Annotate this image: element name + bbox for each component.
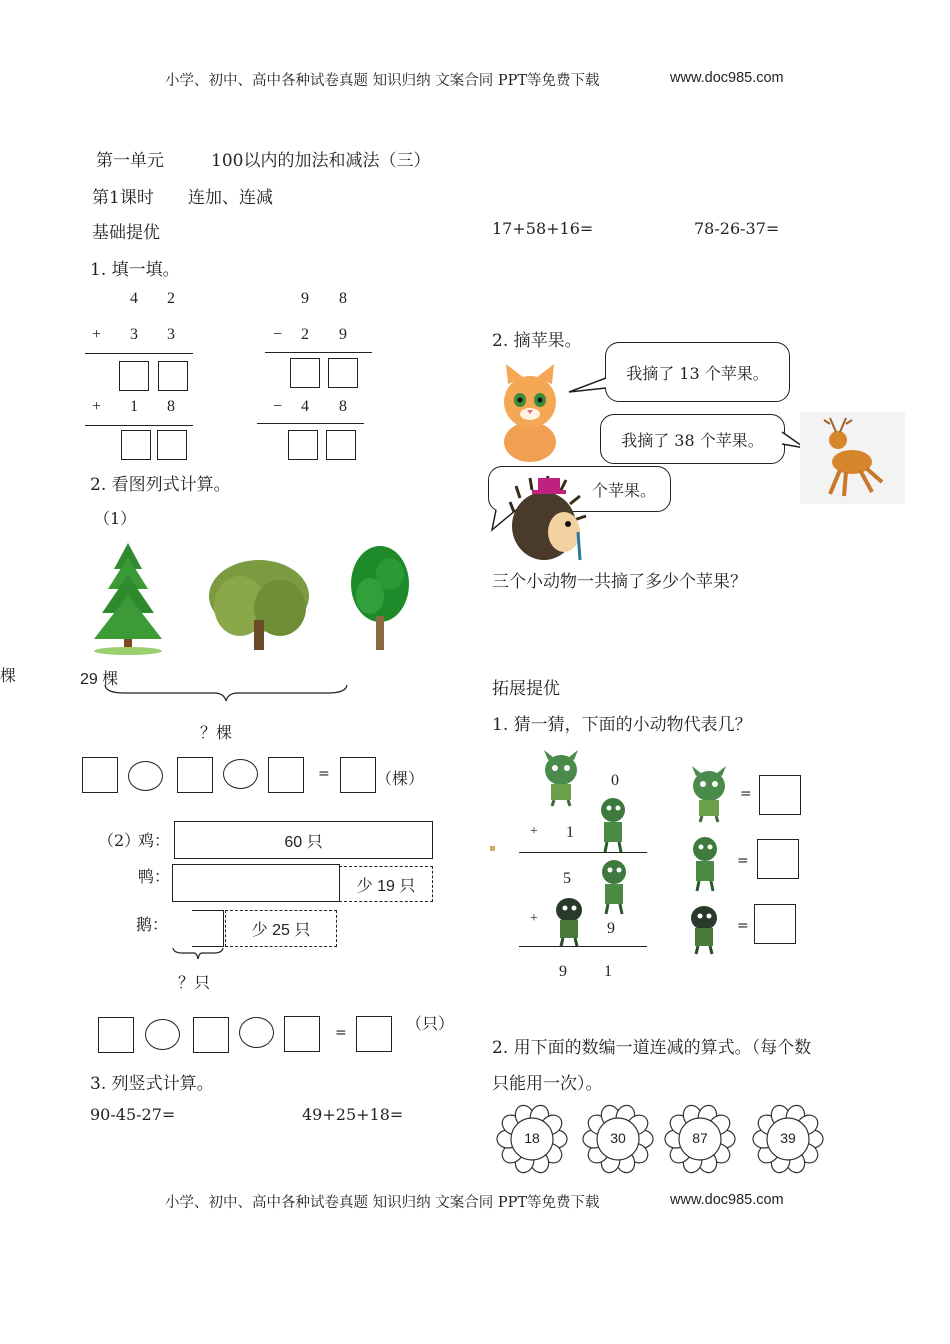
calc-b-op2: −: [273, 398, 283, 415]
eq2-unit: （只）: [406, 1014, 455, 1033]
apple-q-label: 2. 摘苹果。: [492, 331, 582, 351]
eq1-unit: （棵）: [376, 769, 425, 788]
eq1-result-box[interactable]: [340, 757, 376, 793]
goose-less-value: 少 25 只: [251, 922, 311, 939]
duck-less-bar: [339, 866, 433, 902]
calc-a-answer-box[interactable]: [119, 361, 149, 391]
monster-a-icon: [540, 750, 582, 806]
q1-label: 1. 填一填。: [90, 260, 180, 280]
puzzle-digit-1: 1: [566, 824, 574, 841]
q3-label: 3. 列竖式计算。: [90, 1074, 214, 1094]
number-flower: [750, 1104, 826, 1174]
q3-expr3: 17+58+16=: [492, 219, 594, 238]
unit-topic: 100以内的加法和减法（三）: [211, 151, 431, 171]
lesson-title: 第1课时: [92, 188, 154, 208]
puzzle-digit-5: 5: [563, 870, 571, 887]
calc-a-third-ones: 8: [167, 398, 175, 415]
monster-c-icon: [551, 896, 587, 946]
eq1-operator-circle[interactable]: [128, 761, 163, 791]
eq1-number-box[interactable]: [82, 757, 118, 793]
calc-a-line2: [85, 425, 193, 426]
guess-q-label: 1. 猜一猜，下面的小动物代表几？: [492, 715, 752, 735]
answer-a-box[interactable]: [759, 775, 801, 815]
chicken-bar: [174, 821, 433, 859]
chicken-value: 60 只: [284, 833, 323, 851]
calc-a-line1: [85, 353, 193, 354]
duck-label: 鸭：: [138, 867, 171, 886]
known-count: 29 棵: [80, 671, 119, 688]
apple-question: 三个小动物一共摘了多少个苹果？: [492, 572, 747, 592]
q3-expr1: 90-45-27=: [90, 1105, 176, 1124]
subtract-q-label-line2: 只能用一次）。: [492, 1074, 603, 1094]
number-flower: [580, 1104, 656, 1174]
deer-speech-bubble: [600, 414, 785, 464]
page-footer: 小学、初中、高中各种试卷真题 知识归纳 文案合同 PPT等免费下载: [165, 1195, 600, 1211]
puzzle-result-9: 9: [559, 963, 567, 980]
unit-title: 第一单元: [96, 151, 164, 171]
eq2-equals: =: [335, 1025, 347, 1041]
calc-b-answer-box[interactable]: [328, 358, 358, 388]
flower-number: 18: [524, 1130, 540, 1146]
puzzle-plus-2: +: [530, 911, 538, 926]
q2-part2-label: （2）: [98, 831, 141, 850]
monster-b-icon: [688, 835, 722, 891]
eq2-number-box[interactable]: [193, 1017, 229, 1053]
answer-a-equals: =: [740, 786, 752, 802]
monster-c-icon: [686, 904, 722, 954]
puzzle-plus-1: +: [530, 824, 538, 839]
number-flower: [494, 1104, 570, 1174]
unknown2-count: ？只: [178, 973, 211, 992]
goose-bar: [192, 910, 224, 947]
monster-a-icon: [688, 766, 730, 822]
calc-b-top-ones: 8: [339, 290, 347, 307]
hedgehog-speech-text: 个苹果。: [591, 480, 656, 500]
calc-b-answer-box[interactable]: [290, 358, 320, 388]
eq1-number-box[interactable]: [177, 757, 213, 793]
monster-b-icon: [596, 796, 630, 852]
calc-b-line1: [265, 352, 372, 353]
calc-b-second-tens: 2: [301, 326, 309, 343]
q3-expr2: 49+25+18=: [302, 1105, 404, 1124]
cat-speech-bubble: [605, 342, 790, 402]
unknown-count: ？棵: [200, 723, 233, 742]
eq2-number-box[interactable]: [284, 1016, 320, 1052]
calc-a-top-ones: 2: [167, 290, 175, 307]
q3-expr4: 78-26-37=: [694, 219, 780, 238]
header-url[interactable]: www.doc985.com: [670, 70, 784, 86]
footer-url[interactable]: www.doc985.com: [670, 1192, 784, 1208]
page-header: 小学、初中、高中各种试卷真题 知识归纳 文案合同 PPT等免费下载: [165, 73, 600, 89]
deer-speech-text: 我摘了 38 个苹果。: [621, 430, 764, 450]
answer-c-box[interactable]: [754, 904, 796, 944]
calc-a-result-box[interactable]: [121, 430, 151, 460]
pine-tree-image: [90, 543, 166, 657]
section-extension: 拓展提优: [492, 679, 560, 699]
goose-less-bar: [225, 910, 337, 947]
q2-label: 2. 看图列式计算。: [90, 475, 231, 495]
brace-geese: [172, 947, 224, 961]
leafy-tree-image: [350, 546, 410, 652]
mark-dot: [490, 846, 495, 851]
side-label: 棵: [0, 666, 17, 685]
eq1-equals: =: [318, 766, 330, 782]
calc-b-top-tens: 9: [301, 290, 309, 307]
puzzle-line1: [519, 852, 647, 853]
number-flower: [662, 1104, 738, 1174]
puzzle-digit-0: 0: [611, 772, 619, 789]
calc-b-third-ones: 8: [339, 398, 347, 415]
monster-b-icon: [597, 858, 631, 914]
eq1-number-box[interactable]: [268, 757, 304, 793]
subtract-q-label-line1: 2. 用下面的数编一道连减的算式。（每个数: [492, 1038, 812, 1058]
puzzle-line2: [519, 946, 647, 947]
duck-less-value: 少 19 只: [356, 877, 416, 895]
flower-number: 87: [692, 1130, 708, 1146]
calc-a-second-tens: 3: [130, 326, 138, 343]
chicken-label: 鸡：: [138, 831, 171, 850]
eq2-result-box[interactable]: [356, 1016, 392, 1052]
calc-a-top-tens: 4: [130, 290, 138, 307]
calc-b-second-ones: 9: [339, 326, 347, 343]
calc-b-third-tens: 4: [301, 398, 309, 415]
cat-speech-text: 我摘了 13 个苹果。: [626, 363, 769, 383]
calc-b-result-box[interactable]: [288, 430, 318, 460]
calc-a-second-ones: 3: [167, 326, 175, 343]
eq2-operator-circle[interactable]: [239, 1017, 274, 1048]
calc-b-result-box[interactable]: [326, 430, 356, 460]
flower-number: 30: [610, 1130, 626, 1146]
hedgehog-image: [510, 472, 588, 564]
cat-image: [490, 364, 570, 464]
willow-tree-image: [208, 558, 310, 654]
answer-c-equals: =: [737, 918, 749, 934]
answer-b-box[interactable]: [757, 839, 799, 879]
calc-a-op2: +: [92, 398, 102, 415]
eq2-operator-circle[interactable]: [145, 1019, 180, 1050]
calc-a-op1: +: [92, 326, 102, 343]
goose-label: 鹅：: [136, 915, 169, 934]
calc-b-op1: −: [273, 326, 283, 343]
answer-b-equals: =: [737, 853, 749, 869]
lesson-topic: 连加、连减: [188, 188, 273, 208]
eq1-operator-circle[interactable]: [223, 759, 258, 789]
deer-image: [800, 412, 905, 504]
puzzle-digit-9: 9: [607, 920, 615, 937]
cat-bubble-tail: [567, 376, 607, 396]
duck-bar: [172, 864, 340, 902]
q2-part1-label: （1）: [94, 509, 137, 528]
flower-number: 39: [780, 1130, 796, 1146]
section-basic: 基础提优: [92, 223, 160, 243]
calc-a-answer-box[interactable]: [158, 361, 188, 391]
puzzle-result-1: 1: [604, 963, 612, 980]
eq2-number-box[interactable]: [98, 1017, 134, 1053]
calc-a-third-tens: 1: [130, 398, 138, 415]
calc-b-line2: [257, 423, 364, 424]
brace-trees: [104, 683, 348, 703]
calc-a-result-box[interactable]: [157, 430, 187, 460]
